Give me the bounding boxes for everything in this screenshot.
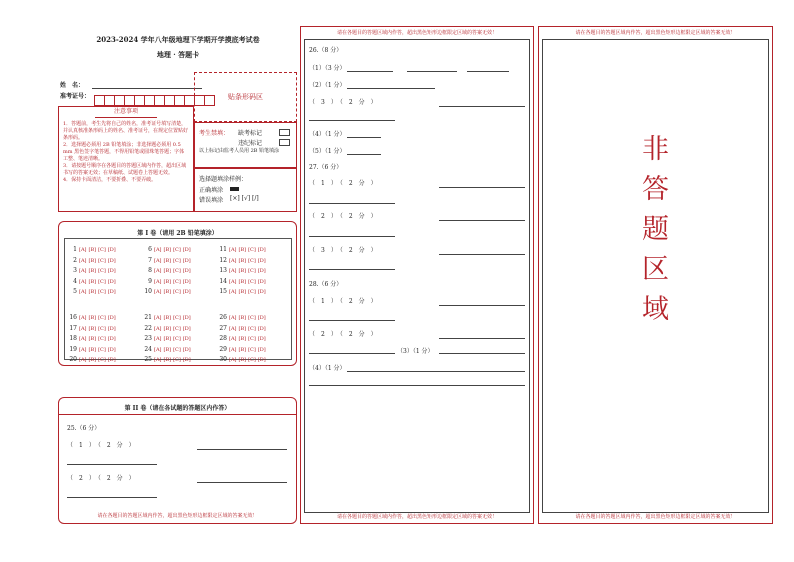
answer-line[interactable] (439, 254, 525, 255)
correct-fill-mark (230, 187, 239, 191)
answer-line[interactable] (439, 220, 525, 221)
question-number: 29 (219, 345, 227, 353)
answer-bubble[interactable]: [D] (107, 357, 116, 363)
q28-head: 28.（6 分） (309, 281, 343, 288)
answer-bubble[interactable]: [B] (88, 268, 97, 274)
answer-column (67, 241, 118, 294)
wrong-fill-marks: [×] [√] [/] (230, 195, 259, 202)
question-number: 19 (69, 345, 77, 353)
no-answer-char: 题 (642, 214, 669, 245)
no-answer-char: 非 (642, 134, 669, 165)
correct-fill-label: 正确填涂 (199, 187, 224, 194)
answer-bubble[interactable]: [C] (98, 289, 106, 295)
answer-bubble[interactable]: [D] (182, 336, 191, 342)
absence-violation-label: 违纪标记 (238, 140, 263, 147)
answer-bubble[interactable]: [D] (257, 336, 266, 342)
answer-bubble[interactable]: [D] (257, 268, 266, 274)
answer-column (217, 309, 268, 362)
absence-box (194, 122, 297, 168)
question-number: 18 (69, 335, 77, 342)
answer-column (142, 309, 193, 362)
answer-bubble[interactable]: [A] (154, 336, 162, 342)
answer-bubble[interactable]: [B] (163, 278, 172, 285)
q27-head: 27.（6 分） (309, 164, 343, 171)
question-number: 14 (219, 277, 227, 285)
answer-bubble[interactable]: [B] (88, 257, 97, 264)
question-number: 12 (219, 256, 227, 264)
answer-bubble[interactable]: [C] (98, 357, 106, 363)
answer-bubble[interactable]: [C] (98, 336, 106, 342)
notice-item: 4．保持卡面清洁，不要折叠、不要弄破。 (63, 177, 157, 183)
answer-bubble[interactable]: [A] (154, 346, 162, 353)
part2-divider (59, 414, 296, 415)
question-row (67, 351, 118, 362)
answer-line[interactable] (347, 88, 435, 89)
answer-bubble[interactable]: [D] (182, 315, 191, 321)
answer-line[interactable] (309, 385, 525, 386)
question-number: 27 (219, 324, 227, 332)
answer-bubble[interactable]: [C] (173, 257, 181, 264)
question-number: 22 (144, 324, 152, 332)
part1-box (58, 221, 297, 366)
answer-line[interactable] (407, 71, 457, 72)
fill-example-box (194, 168, 297, 212)
answer-bubble[interactable]: [C] (173, 346, 181, 353)
notice-box (58, 106, 194, 212)
answer-bubble[interactable]: [D] (107, 336, 116, 342)
answer-bubble[interactable]: [A] (229, 289, 237, 295)
no-answer-char: 答 (642, 174, 669, 205)
q27-part3: （ 3 ） （ 2 分 ） (309, 247, 377, 254)
question-row (67, 320, 118, 331)
answer-bubble[interactable]: [C] (173, 268, 181, 274)
q26-part5: （5）（1 分） (309, 148, 346, 155)
question-number: 5 (73, 288, 77, 295)
answer-bubble[interactable]: [B] (88, 315, 97, 321)
answer-bubble[interactable]: [B] (88, 336, 97, 342)
answer-bubble[interactable]: [B] (163, 325, 172, 332)
answer-bubble[interactable]: [A] (229, 325, 237, 332)
answer-bubble[interactable]: [C] (248, 257, 256, 264)
answer-bubble[interactable]: [D] (107, 268, 116, 274)
answer-bubble[interactable]: [A] (79, 336, 87, 342)
question-row (217, 351, 268, 362)
answer-bubble[interactable]: [C] (173, 357, 181, 363)
question-row (142, 320, 193, 331)
question-number: 7 (148, 256, 152, 264)
answer-bubble[interactable]: [A] (154, 278, 162, 285)
answer-bubble[interactable]: [B] (88, 278, 97, 285)
notice-item: 1．答题前，考生先将自己的姓名，准考证号填写清楚，并认真核准条形码上的姓名、准考证号，在规定位置贴好条形码。 (63, 121, 189, 141)
q27-part2: （ 2 ） （ 2 分 ） (309, 213, 377, 220)
answer-bubble[interactable]: [D] (107, 315, 116, 321)
question-number: 21 (144, 314, 152, 321)
answer-line[interactable] (309, 269, 395, 270)
answer-bubble[interactable]: [D] (107, 257, 116, 264)
answer-bubble[interactable]: [A] (154, 257, 162, 264)
answer-bubble[interactable]: [C] (98, 257, 106, 264)
q28-part3: （3）（1 分） (397, 348, 434, 355)
answer-line[interactable] (347, 154, 381, 155)
question-number: 26 (219, 314, 227, 321)
question-row (67, 273, 118, 284)
answer-bubble[interactable]: [B] (238, 357, 247, 363)
q28-part4: （4）（1 分） (309, 365, 346, 372)
answer-bubble[interactable]: [B] (163, 315, 172, 321)
answer-bubble[interactable]: [A] (79, 268, 87, 274)
question-number: 30 (219, 356, 227, 363)
q26-part4: （4）（1 分） (309, 131, 346, 138)
answer-bubble[interactable]: [B] (88, 325, 97, 332)
question-number: 9 (148, 277, 152, 285)
answer-bubble[interactable]: [B] (238, 257, 247, 264)
question-row (142, 351, 193, 362)
answer-bubble[interactable]: [B] (88, 247, 97, 253)
question-row (67, 283, 118, 294)
answer-bubble[interactable]: [C] (173, 247, 181, 253)
question-row (217, 320, 268, 331)
answer-bubble[interactable]: [D] (257, 289, 266, 295)
answer-bubble[interactable]: [C] (98, 315, 106, 321)
answer-bubble[interactable]: [C] (173, 278, 181, 285)
answer-bubble[interactable]: [C] (173, 336, 181, 342)
question-number: 11 (219, 246, 227, 253)
question-number: 13 (219, 267, 227, 274)
question-row (217, 283, 268, 294)
answer-line[interactable] (197, 482, 287, 483)
answer-bubble[interactable]: [B] (163, 247, 172, 253)
notice-item: 3．请按题号顺序在各题目的答题区域内作答，超出区域书写的答案无效；在草稿纸、试题卷上答题无效。 (63, 163, 187, 176)
question-row (142, 273, 193, 284)
answer-line[interactable] (309, 236, 395, 237)
answer-line[interactable] (439, 187, 525, 188)
answer-bubble[interactable]: [A] (229, 315, 237, 321)
question-row (217, 273, 268, 284)
answer-bubble[interactable]: [B] (163, 336, 172, 342)
answer-bubble[interactable]: [D] (257, 325, 266, 332)
answer-bubble[interactable]: [D] (107, 247, 116, 253)
question-row (217, 241, 268, 252)
warning-text: 请在各题目的答题区域内作答，超出黑色矩形边框限定区域的答案无效！ (336, 514, 497, 520)
question-number: 25 (144, 356, 152, 363)
answer-bubble[interactable]: [B] (238, 346, 247, 353)
question-number: 17 (69, 324, 77, 332)
answer-line[interactable] (309, 203, 395, 204)
answer-bubble[interactable]: [A] (79, 247, 87, 253)
answer-bubble[interactable]: [D] (257, 257, 266, 264)
answer-line[interactable] (347, 137, 381, 138)
answer-bubble[interactable]: [C] (248, 289, 256, 295)
barcode-area (194, 72, 297, 122)
q26-part2: （2）（1 分） (309, 82, 346, 89)
answer-bubble[interactable]: [B] (163, 289, 172, 295)
q26-part1: （1）（3 分） (309, 65, 346, 72)
q25-part2: （ 2 ） （ 2 分 ） (67, 475, 135, 482)
answer-line[interactable] (439, 305, 525, 306)
answer-bubble[interactable]: [D] (107, 325, 116, 332)
answer-bubble[interactable]: [C] (248, 346, 256, 353)
q28-part1: （ 1 ） （ 2 分 ） (309, 298, 377, 305)
answer-bubble[interactable]: [A] (154, 325, 162, 332)
answer-bubble[interactable]: [B] (238, 268, 247, 274)
answer-bubble[interactable]: [D] (107, 278, 116, 285)
name-line[interactable] (92, 88, 202, 89)
answer-column (67, 309, 118, 362)
answer-bubble[interactable]: [A] (79, 325, 87, 332)
q26-part3: （ 3 ） （ 2 分 ） (309, 99, 377, 106)
answer-bubble[interactable]: [D] (182, 357, 191, 363)
question-number: 23 (144, 335, 152, 342)
question-row (142, 309, 193, 320)
question-row (142, 252, 193, 263)
answer-bubble[interactable]: [A] (154, 357, 162, 363)
answer-bubble[interactable]: [A] (229, 357, 237, 363)
answer-bubble[interactable]: [A] (79, 289, 87, 295)
question-number: 15 (219, 288, 227, 295)
question-number: 8 (148, 267, 152, 274)
answer-bubble[interactable]: [A] (79, 257, 87, 264)
answer-line[interactable] (439, 338, 525, 339)
answer-bubble[interactable]: [B] (238, 278, 247, 285)
answer-bubble[interactable]: [B] (163, 268, 172, 274)
answer-line[interactable] (439, 106, 525, 107)
answer-line[interactable] (309, 120, 395, 121)
question-row (67, 252, 118, 263)
answer-bubble[interactable]: [B] (163, 346, 172, 353)
answer-bubble[interactable]: [C] (98, 325, 106, 332)
answer-bubble[interactable]: [A] (229, 346, 237, 353)
q26-frame (304, 39, 530, 513)
question-row (217, 309, 268, 320)
q27-part1: （ 1 ） （ 2 分 ） (309, 180, 377, 187)
question-number: 3 (73, 267, 77, 274)
wrong-fill-label: 错误填涂 (199, 197, 224, 204)
no-answer-char: 域 (642, 294, 669, 325)
answer-bubble[interactable]: [A] (154, 289, 162, 295)
answer-bubble[interactable]: [B] (238, 315, 247, 321)
answer-bubble[interactable]: [C] (173, 315, 181, 321)
q25-head: 25.（6 分） (67, 425, 101, 432)
question-row (217, 341, 268, 352)
answer-line[interactable] (309, 353, 395, 354)
answer-bubble[interactable]: [D] (257, 357, 266, 363)
answer-line[interactable] (347, 71, 393, 72)
q28-part2: （ 2 ） （ 2 分 ） (309, 331, 377, 338)
notice-title: 注意事项 (95, 107, 157, 118)
answer-bubble[interactable]: [A] (79, 278, 87, 285)
absence-missing-checkbox[interactable] (279, 129, 290, 136)
question-row (142, 262, 193, 273)
question-number: 2 (73, 256, 77, 264)
answer-bubble[interactable]: [A] (154, 247, 162, 253)
answer-bubble[interactable]: [A] (229, 336, 237, 342)
answer-bubble[interactable]: [C] (173, 289, 181, 295)
question-row (217, 262, 268, 273)
answer-bubble[interactable]: [A] (229, 268, 237, 274)
answer-bubble[interactable]: [D] (182, 278, 191, 285)
barcode-label: 贴条形码区 (228, 93, 263, 101)
answer-bubble[interactable]: [D] (182, 325, 191, 332)
question-number: 20 (69, 356, 77, 363)
warning-text: 请在各题目的答题区域内作答，超出黑色矩形边框限定区域的答案无效！ (575, 514, 736, 520)
answer-column (217, 241, 268, 294)
column3-box (538, 26, 773, 524)
answer-bubble[interactable]: [B] (238, 325, 247, 332)
part1-title: 第 I 卷（请用 2B 铅笔填涂） (137, 230, 218, 237)
answer-bubble[interactable]: [D] (107, 346, 116, 353)
answer-bubble[interactable]: [A] (229, 247, 237, 253)
question-row (142, 341, 193, 352)
question-row (217, 330, 268, 341)
answer-column (142, 241, 193, 294)
question-number: 10 (144, 288, 152, 295)
warning-text: 请在各题目的答题区域内作答，超出黑色矩形边框限定区域的答案无效！ (575, 30, 736, 36)
answer-bubble[interactable]: [C] (248, 247, 256, 253)
answer-line[interactable] (67, 464, 157, 465)
fill-example-title: 选择题填涂样例： (199, 176, 248, 183)
answer-line[interactable] (309, 320, 395, 321)
question-row (142, 241, 193, 252)
answer-bubble[interactable]: [D] (257, 278, 266, 285)
answer-bubble[interactable]: [C] (248, 357, 256, 363)
answer-bubble[interactable]: [D] (182, 257, 191, 264)
answer-line[interactable] (67, 497, 157, 498)
answer-bubble[interactable]: [D] (257, 315, 266, 321)
answer-bubble[interactable]: [A] (79, 357, 87, 363)
answer-bubble[interactable]: [A] (229, 278, 237, 285)
answer-line[interactable] (197, 449, 287, 450)
answer-bubble[interactable]: [D] (182, 247, 191, 253)
answer-bubble[interactable]: [C] (248, 268, 256, 274)
question-row (67, 341, 118, 352)
part2-box (58, 397, 297, 524)
q25-part1: （ 1 ） （ 2 分 ） (67, 442, 135, 449)
question-number: 24 (144, 345, 152, 353)
answer-bubble[interactable]: [B] (238, 336, 247, 342)
answer-bubble[interactable]: [A] (79, 315, 87, 321)
question-row (67, 262, 118, 273)
question-row (217, 252, 268, 263)
answer-line[interactable] (467, 71, 509, 72)
column2-box (300, 26, 534, 524)
warning-text: 请在各题目的答题区域内作答，超出黑色矩形边框限定区域的答案无效！ (97, 513, 258, 519)
warning-text: 请在各题目的答题区域内作答，超出黑色矩形边框限定区域的答案无效！ (336, 30, 497, 36)
answer-bubble[interactable]: [D] (182, 268, 191, 274)
answer-bubble[interactable]: [A] (154, 268, 162, 274)
answer-bubble[interactable]: [C] (98, 346, 106, 353)
notice-item: 2．选择题必须用 2B 铅笔填涂；非选择题必须用 0.5 mm 黑色签字笔答题，不得用铅笔或圆珠笔答题；字体工整、笔迹清晰。 (63, 142, 185, 162)
answer-bubble[interactable]: [B] (163, 357, 172, 363)
answer-bubble[interactable]: [B] (88, 289, 97, 295)
no-answer-zone (539, 127, 772, 327)
question-row (142, 283, 193, 294)
question-row (142, 330, 193, 341)
answer-bubble[interactable]: [C] (248, 315, 256, 321)
question-number: 28 (219, 335, 227, 342)
absence-missing-label: 缺考标记 (238, 130, 263, 137)
question-row (67, 309, 118, 320)
answer-bubble[interactable]: [C] (98, 278, 106, 285)
question-number: 1 (73, 246, 77, 253)
question-row (67, 330, 118, 341)
exam-subtitle: 地理 · 答题卡 (156, 50, 200, 59)
no-answer-char: 区 (642, 254, 669, 285)
answer-bubble[interactable]: [D] (182, 346, 191, 353)
answer-bubble[interactable]: [D] (107, 289, 116, 295)
question-row (67, 241, 118, 252)
answer-bubble[interactable]: [C] (248, 325, 256, 332)
answer-bubble[interactable]: [A] (79, 346, 87, 353)
part2-title: 第 II 卷（请在各试题的答题区内作答） (124, 405, 231, 412)
answer-bubble[interactable]: [D] (257, 346, 266, 353)
answer-bubble[interactable]: [B] (163, 257, 172, 264)
absence-note: 以上标记由监考人员用 2B 铅笔填涂 (199, 148, 280, 154)
absence-violation-checkbox[interactable] (279, 139, 290, 146)
question-number: 16 (69, 314, 77, 321)
id-label: 准考证号： (60, 93, 91, 100)
answer-bubble[interactable]: [C] (248, 278, 256, 285)
answer-line[interactable] (347, 371, 525, 372)
question-number: 4 (73, 277, 77, 285)
answer-bubble[interactable]: [A] (229, 257, 237, 264)
answer-bubble[interactable]: [B] (238, 289, 247, 295)
absence-label: 考生禁填： (199, 130, 230, 137)
answer-bubble[interactable]: [C] (98, 268, 106, 274)
answer-bubble[interactable]: [C] (248, 336, 256, 342)
answer-bubble[interactable]: [D] (257, 247, 266, 253)
exam-title: 2023-2024 学年八年级地理下学期开学摸底考试卷 (96, 35, 260, 44)
answer-bubble[interactable]: [A] (154, 315, 162, 321)
question-number: 6 (148, 246, 152, 253)
answer-bubble[interactable]: [B] (88, 346, 97, 353)
answer-bubble[interactable]: [C] (173, 325, 181, 332)
answer-line[interactable] (439, 353, 525, 354)
answer-bubble[interactable]: [B] (238, 247, 247, 253)
answer-bubble[interactable]: [C] (98, 247, 106, 253)
q26-head: 26.（8 分） (309, 47, 343, 54)
name-label: 姓 名： (60, 82, 85, 89)
answer-bubble[interactable]: [B] (88, 357, 97, 363)
answer-bubble[interactable]: [D] (182, 289, 191, 295)
